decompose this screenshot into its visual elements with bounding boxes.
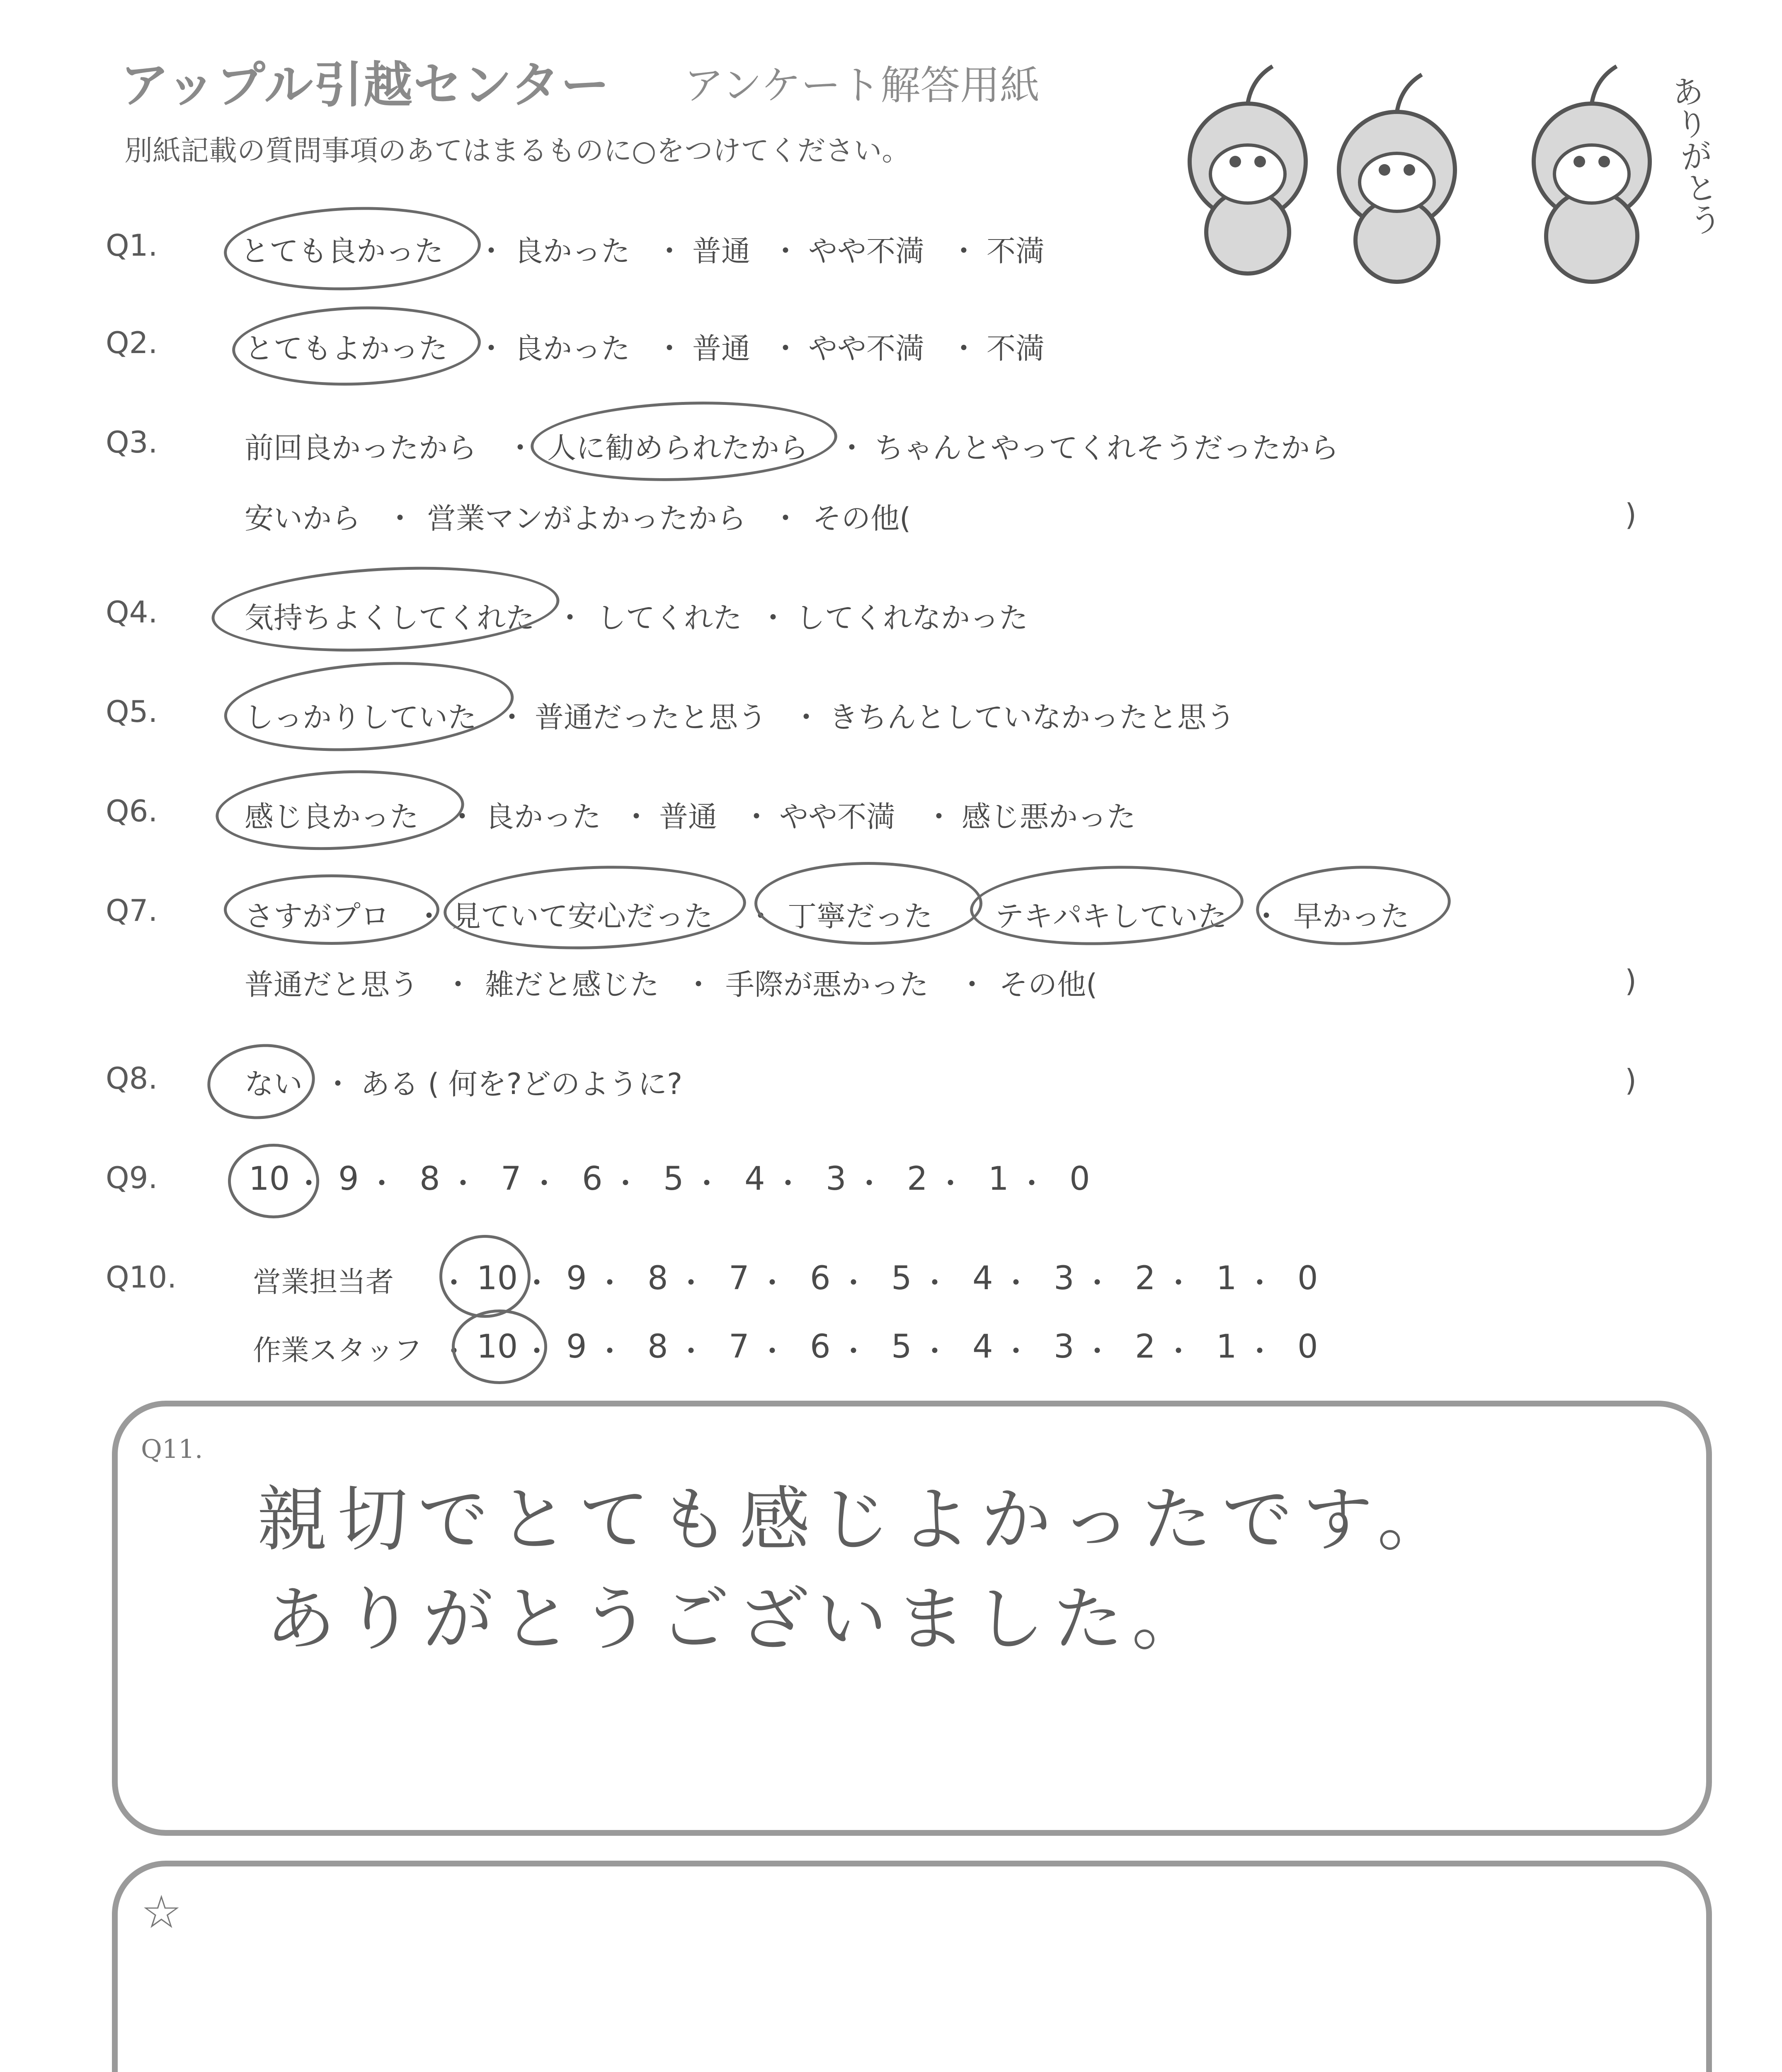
separator: ・ bbox=[655, 234, 684, 268]
q1-option-4[interactable]: やや不満 bbox=[808, 234, 924, 268]
q6-label: Q6. bbox=[106, 794, 158, 828]
q10-sales-option-10[interactable]: 10 bbox=[477, 1260, 518, 1297]
q10-sales-option-4[interactable]: 4 bbox=[972, 1260, 993, 1297]
separator: ・ bbox=[477, 332, 506, 366]
q9-option-3[interactable]: 3 bbox=[826, 1160, 846, 1198]
q2-option-4[interactable]: やや不満 bbox=[808, 332, 924, 366]
separator: ・ bbox=[655, 332, 684, 366]
q10-staff-option-8[interactable]: 8 bbox=[647, 1328, 668, 1365]
q4-option-1[interactable]: 気持ちよくしてくれた bbox=[245, 601, 535, 635]
separator: ・ bbox=[439, 1334, 468, 1368]
q9-option-2[interactable]: 2 bbox=[907, 1160, 928, 1198]
separator: ・ bbox=[522, 1334, 551, 1368]
q7-selected-circle-4 bbox=[969, 862, 1245, 950]
q10-staff-option-4[interactable]: 4 bbox=[972, 1328, 993, 1365]
q5-label: Q5. bbox=[106, 694, 158, 729]
q4-option-3[interactable]: してくれなかった bbox=[796, 601, 1028, 635]
mascot-caption: ありがとう bbox=[1664, 73, 1724, 238]
separator: ・ bbox=[367, 1167, 396, 1201]
separator: ・ bbox=[323, 1067, 352, 1101]
separator: ・ bbox=[1164, 1334, 1193, 1368]
separator: ・ bbox=[949, 234, 978, 268]
q9-option-4[interactable]: 4 bbox=[744, 1160, 765, 1198]
q7-option-3[interactable]: 丁寧だった bbox=[788, 899, 933, 933]
q10-sales-option-7[interactable]: 7 bbox=[729, 1260, 749, 1297]
q4-selected-circle bbox=[209, 559, 561, 660]
separator: ・ bbox=[839, 1334, 868, 1368]
separator: ・ bbox=[595, 1334, 624, 1368]
q7-label: Q7. bbox=[106, 893, 158, 928]
q6-selected-circle bbox=[213, 764, 466, 856]
separator: ・ bbox=[595, 1266, 624, 1300]
q8-option-2[interactable]: ある ( 何を?どのように? bbox=[361, 1067, 683, 1101]
q10-staff-option-0[interactable]: 0 bbox=[1297, 1328, 1318, 1365]
separator: ・ bbox=[936, 1167, 965, 1201]
q9-option-7[interactable]: 7 bbox=[501, 1160, 521, 1198]
q10-staff-option-6[interactable]: 6 bbox=[810, 1328, 831, 1365]
q2-label: Q2. bbox=[106, 325, 158, 360]
q3-option-3[interactable]: ちゃんとやってくれそうだったから bbox=[875, 431, 1339, 465]
q4-option-2[interactable]: してくれた bbox=[597, 601, 742, 635]
separator: ・ bbox=[771, 501, 800, 535]
q10-sales-option-8[interactable]: 8 bbox=[647, 1260, 668, 1297]
q7-selected-circle-3 bbox=[754, 862, 982, 945]
separator: ・ bbox=[1083, 1266, 1112, 1300]
q5-option-2[interactable]: 普通だったと思う bbox=[535, 700, 767, 734]
star-box bbox=[112, 1861, 1712, 2072]
close-paren: ) bbox=[1625, 497, 1637, 532]
separator: ・ bbox=[1001, 1266, 1030, 1300]
separator: ・ bbox=[497, 700, 526, 734]
separator: ・ bbox=[294, 1167, 323, 1201]
separator: ・ bbox=[1252, 899, 1281, 933]
separator: ・ bbox=[771, 332, 800, 366]
q3-option-4[interactable]: 安いから bbox=[245, 501, 361, 535]
separator: ・ bbox=[676, 1334, 706, 1368]
separator: ・ bbox=[924, 800, 953, 834]
separator: ・ bbox=[758, 1334, 787, 1368]
q7-option-8[interactable]: 手際が悪かった bbox=[725, 968, 929, 1002]
q10-staff-option-7[interactable]: 7 bbox=[729, 1328, 749, 1365]
q9-option-8[interactable]: 8 bbox=[419, 1160, 440, 1198]
q6-option-3[interactable]: 普通 bbox=[659, 800, 717, 834]
separator: ・ bbox=[771, 234, 800, 268]
q6-option-2[interactable]: 良かった bbox=[485, 800, 601, 834]
q4-label: Q4. bbox=[106, 595, 158, 629]
separator: ・ bbox=[839, 1266, 868, 1300]
separator: ・ bbox=[415, 899, 444, 933]
q6-option-5[interactable]: 感じ悪かった bbox=[962, 800, 1136, 834]
separator: ・ bbox=[855, 1167, 884, 1201]
star-icon: ☆ bbox=[141, 1886, 182, 1939]
instruction-text: 別紙記載の質問事項のあてはまるものに○をつけてください。 bbox=[124, 135, 910, 167]
separator: ・ bbox=[622, 800, 651, 834]
q5-selected-circle bbox=[221, 653, 517, 760]
separator: ・ bbox=[385, 501, 415, 535]
q10-sales-option-2[interactable]: 2 bbox=[1135, 1260, 1156, 1297]
q5-option-1[interactable]: しっかりしていた bbox=[245, 700, 477, 734]
q3-option-6[interactable]: その他( bbox=[812, 501, 911, 535]
separator: ・ bbox=[692, 1167, 721, 1201]
separator: ・ bbox=[759, 601, 788, 635]
q1-option-3[interactable]: 普通 bbox=[692, 234, 750, 268]
separator: ・ bbox=[1245, 1266, 1274, 1300]
q7-option-1[interactable]: さすがプロ bbox=[245, 899, 390, 933]
q10-sales-option-6[interactable]: 6 bbox=[810, 1260, 831, 1297]
separator: ・ bbox=[676, 1266, 706, 1300]
q1-label: Q1. bbox=[106, 228, 158, 263]
separator: ・ bbox=[530, 1167, 559, 1201]
company-name: アップル引越センター bbox=[120, 56, 611, 114]
q10-label: Q10. bbox=[106, 1260, 177, 1295]
q11-answer-line2[interactable]: ありがとうございました。 bbox=[265, 1578, 1211, 1661]
q8-selected-circle bbox=[204, 1039, 318, 1124]
q9-selected-circle bbox=[228, 1144, 319, 1218]
q7-selected-circle-1 bbox=[224, 874, 439, 945]
q11-label: Q11. bbox=[141, 1434, 203, 1464]
q9-label: Q9. bbox=[106, 1160, 158, 1195]
q10-sales-selected-circle bbox=[439, 1235, 531, 1318]
q8-option-1[interactable]: ない bbox=[245, 1067, 303, 1101]
q1-option-1[interactable]: とても良かった bbox=[240, 234, 444, 268]
separator: ・ bbox=[742, 800, 771, 834]
q10-sales-label: 営業担当者 bbox=[253, 1266, 394, 1299]
q10-staff-selected-circle bbox=[452, 1310, 547, 1384]
q2-selected-circle bbox=[231, 303, 482, 390]
separator: ・ bbox=[1164, 1266, 1193, 1300]
q3-selected-circle bbox=[529, 397, 839, 486]
close-paren: ) bbox=[1625, 963, 1637, 998]
q7-option-5[interactable]: 早かった bbox=[1293, 899, 1409, 933]
separator: ・ bbox=[758, 1266, 787, 1300]
q9-option-5[interactable]: 5 bbox=[663, 1160, 684, 1198]
separator: ・ bbox=[837, 431, 866, 465]
q7-option-2[interactable]: 見ていて安心だった bbox=[452, 899, 713, 933]
separator: ・ bbox=[920, 1266, 949, 1300]
q1-option-2[interactable]: 良かった bbox=[514, 234, 630, 268]
q10-staff-option-10[interactable]: 10 bbox=[477, 1328, 518, 1365]
separator: ・ bbox=[611, 1167, 640, 1201]
q10-staff-option-5[interactable]: 5 bbox=[891, 1328, 912, 1365]
form-title: アンケート解答用紙 bbox=[684, 62, 1040, 109]
q10-sales-option-5[interactable]: 5 bbox=[891, 1260, 912, 1297]
separator: ・ bbox=[506, 431, 535, 465]
q3-option-2[interactable]: 人に勧められたから bbox=[547, 431, 808, 465]
q2-option-5[interactable]: 不満 bbox=[987, 332, 1045, 366]
q3-label: Q3. bbox=[106, 425, 158, 460]
separator: ・ bbox=[1083, 1334, 1112, 1368]
q10-sales-option-9[interactable]: 9 bbox=[566, 1260, 587, 1297]
q6-option-1[interactable]: 感じ良かった bbox=[245, 800, 419, 834]
q10-staff-option-3[interactable]: 3 bbox=[1054, 1328, 1074, 1365]
separator: ・ bbox=[949, 332, 978, 366]
separator: ・ bbox=[792, 700, 821, 734]
q10-staff-option-1[interactable]: 1 bbox=[1216, 1328, 1237, 1365]
separator: ・ bbox=[684, 968, 713, 1002]
separator: ・ bbox=[1245, 1334, 1274, 1368]
q10-sales-option-3[interactable]: 3 bbox=[1054, 1260, 1074, 1297]
q6-option-4[interactable]: やや不満 bbox=[779, 800, 895, 834]
q10-sales-option-1[interactable]: 1 bbox=[1216, 1260, 1237, 1297]
q2-option-3[interactable]: 普通 bbox=[692, 332, 750, 366]
separator: ・ bbox=[920, 1334, 949, 1368]
separator: ・ bbox=[477, 234, 506, 268]
separator: ・ bbox=[449, 1167, 478, 1201]
separator: ・ bbox=[1017, 1167, 1046, 1201]
q10-staff-label: 作業スタッフ bbox=[253, 1334, 422, 1367]
q10-sales-option-0[interactable]: 0 bbox=[1297, 1260, 1318, 1297]
q10-staff-option-2[interactable]: 2 bbox=[1135, 1328, 1156, 1365]
q8-label: Q8. bbox=[106, 1061, 158, 1096]
q11-answer-line1[interactable]: 親切でとても感じよかったです。 bbox=[257, 1479, 1458, 1561]
separator: ・ bbox=[958, 968, 987, 1002]
separator: ・ bbox=[555, 601, 584, 635]
separator: ・ bbox=[746, 899, 775, 933]
close-paren: ) bbox=[1625, 1063, 1637, 1098]
q7-option-9[interactable]: その他( bbox=[999, 968, 1098, 1002]
q7-option-7[interactable]: 雑だと感じた bbox=[485, 968, 659, 1002]
q7-option-4[interactable]: テキパキしていた bbox=[995, 899, 1227, 933]
q2-option-1[interactable]: とてもよかった bbox=[245, 332, 448, 366]
q7-selected-circle-5 bbox=[1254, 861, 1452, 950]
q2-option-2[interactable]: 良かった bbox=[514, 332, 630, 366]
q9-option-1[interactable]: 1 bbox=[988, 1160, 1009, 1198]
q1-option-5[interactable]: 不満 bbox=[987, 234, 1045, 268]
separator: ・ bbox=[444, 968, 473, 1002]
q9-option-0[interactable]: 0 bbox=[1069, 1160, 1090, 1198]
separator: ・ bbox=[448, 800, 477, 834]
separator: ・ bbox=[522, 1266, 551, 1300]
separator: ・ bbox=[1001, 1334, 1030, 1368]
q9-option-6[interactable]: 6 bbox=[582, 1160, 603, 1198]
q3-option-1[interactable]: 前回良かったから bbox=[245, 431, 477, 465]
q9-option-10[interactable]: 10 bbox=[249, 1160, 290, 1198]
q7-selected-circle-2 bbox=[442, 861, 748, 954]
q10-staff-option-9[interactable]: 9 bbox=[566, 1328, 587, 1365]
q5-option-3[interactable]: きちんとしていなかったと思う bbox=[829, 700, 1235, 734]
q3-option-5[interactable]: 営業マンがよかったから bbox=[427, 501, 746, 535]
q9-option-9[interactable]: 9 bbox=[338, 1160, 359, 1198]
separator: ・ bbox=[773, 1167, 803, 1201]
q7-option-6[interactable]: 普通だと思う bbox=[245, 968, 419, 1002]
separator: ・ bbox=[439, 1266, 468, 1300]
